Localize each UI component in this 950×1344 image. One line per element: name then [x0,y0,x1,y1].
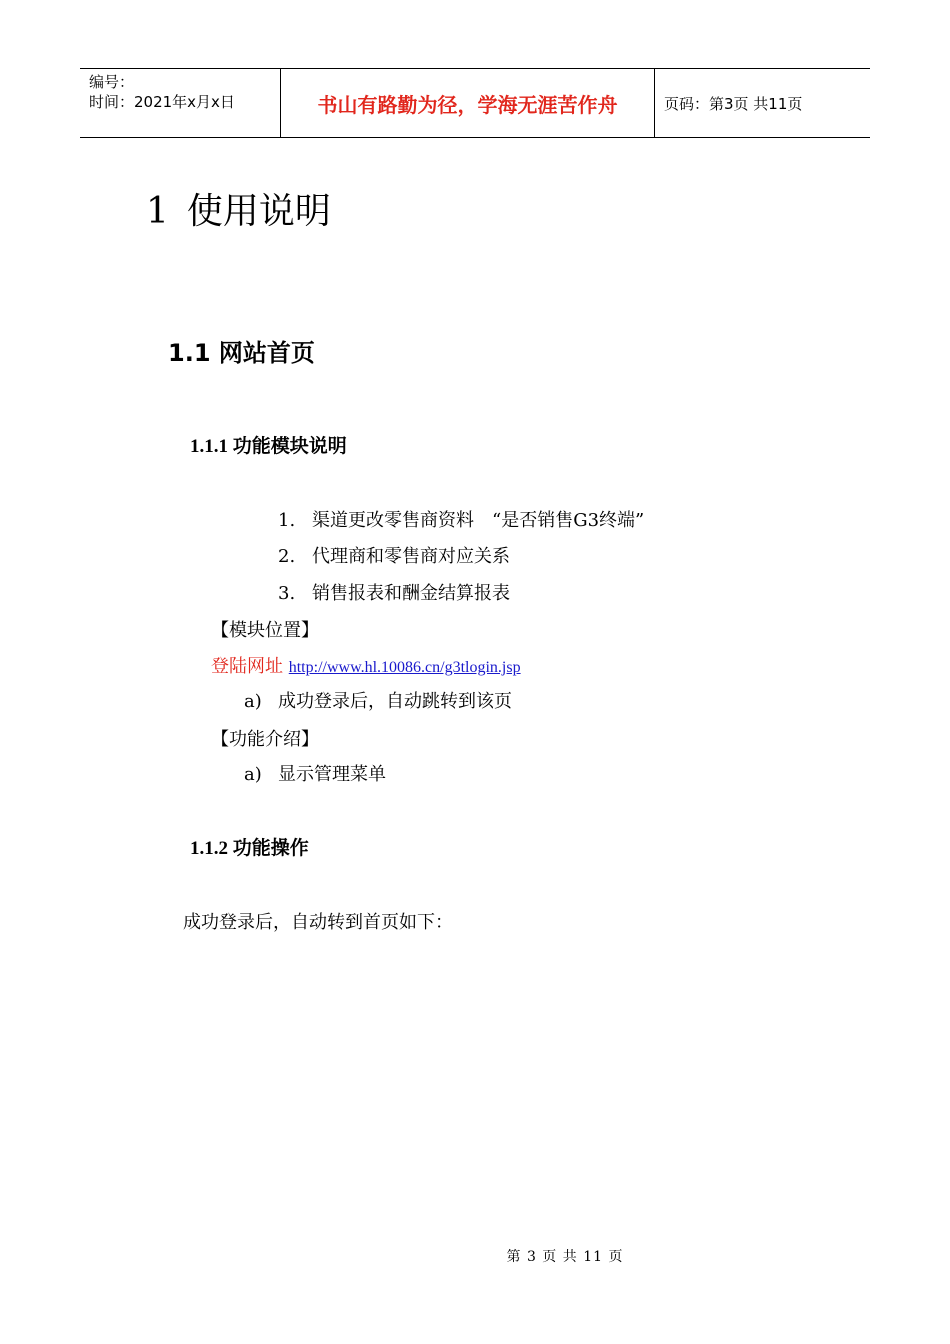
function-intro-label: 【功能介绍】 [211,729,319,750]
heading-3-operation: 1.1.2 功能操作 [190,838,309,859]
list-item [278,545,510,569]
header-meta [80,69,281,137]
list-item [278,509,644,533]
heading-1 [146,188,331,236]
sub-item [244,763,386,787]
login-line [211,655,521,680]
module-position-label: 【模块位置】 [211,620,319,641]
body-paragraph: 成功登录后，自动转到首页如下： [183,912,453,933]
sub-item-marker: a) [244,764,262,785]
heading-1-text: 使用说明 [186,191,331,232]
list-item-number: 2. [278,546,296,567]
login-label: 登陆网址 [211,656,283,677]
heading-2: 1.1 网站首页 [168,339,315,367]
heading-1-number: 1 [146,191,169,232]
login-url-link[interactable]: http://www.hl.10086.cn/g3tlogin.jsp [288,659,521,676]
page-footer: 第 3 页 共 11 页 [506,1249,624,1265]
sub-item-marker: a) [244,691,262,712]
page-header [80,68,870,138]
time-label: 时间：2021年x月x日 [89,93,235,111]
list-item-number: 1. [278,510,296,531]
serial-label: 编号： [89,73,135,91]
sub-item-text: 成功登录后，自动跳转到该页 [278,691,512,712]
list-item [278,582,510,606]
header-page-info: 页码：第3页 共11页 [664,94,803,113]
sub-item [244,690,512,714]
heading-3-module: 1.1.1 功能模块说明 [190,436,347,457]
header-motto: 书山有路勤为径，学海无涯苦作舟 [281,69,655,137]
list-item-text: 渠道更改零售商资料 “是否销售G3终端” [312,510,645,531]
list-item-number: 3. [278,583,296,604]
list-item-text: 销售报表和酬金结算报表 [312,583,510,604]
sub-item-text: 显示管理菜单 [278,764,386,785]
list-item-text: 代理商和零售商对应关系 [312,546,510,567]
